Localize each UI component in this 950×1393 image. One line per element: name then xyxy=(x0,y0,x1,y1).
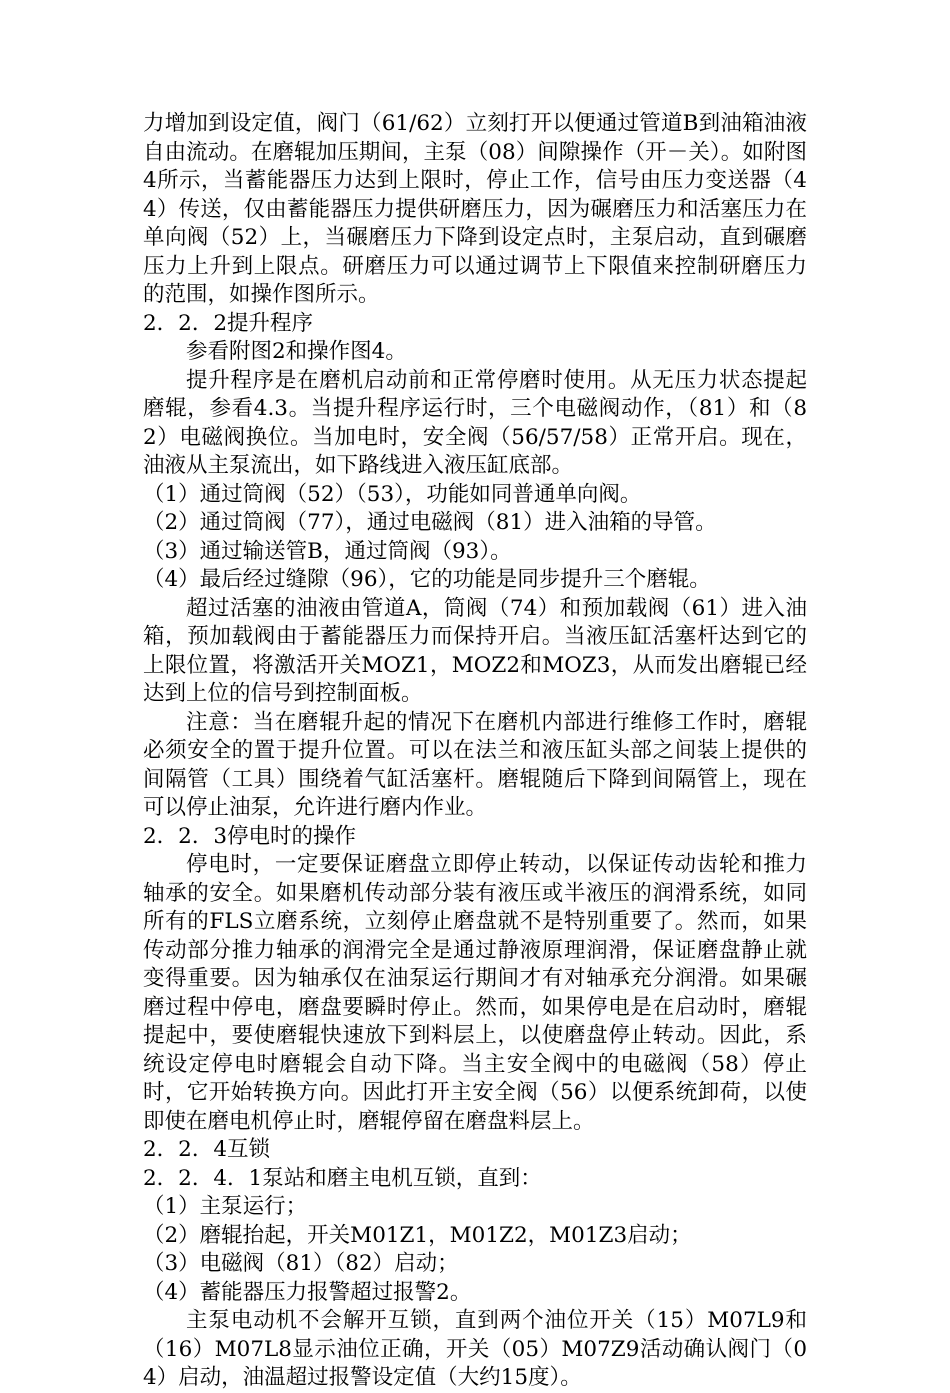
list-item: （2）磨辊抬起，开关M01Z1，M01Z2，M01Z3启动； xyxy=(143,1222,692,1248)
list-item: （4）最后经过缝隙（96），它的功能是同步提升三个磨辊。 xyxy=(143,567,711,592)
paragraph-pressure-control: 力增加到设定值，阀门（61/62）立刻打开以便通过管道B到油箱油液自由流动。在磨辊加压期间，主泵（08）间隙操作（开－关）。如附图4所示，当蓄能器压力达到上限时，停止工作，信号由压力变送器（44）传送，仅由蓄能器压力提供研磨压力，因为碾磨压力和活塞压力在单向阀（52）上，当碾磨压力下降到设定点时，主泵启动，直到碾磨压力上升到上限点。研磨压力可以通过调节上下限值来控制研磨压力的范围，如操作图所示。 xyxy=(143,111,807,307)
paragraph-lift-procedure: 提升程序是在磨机启动前和正常停磨时使用。从无压力状态提起磨辊，参看4.3。当提升程序运行时，三个电磁阀动作，（81）和（82）电磁阀换位。当加电时，安全阀（56/57/58）正常开启。现在，油液从主泵流出，如下路线进入液压缸底部。 xyxy=(143,367,807,478)
paragraph-motor-interlock: 主泵电动机不会解开互锁，直到两个油位开关（15）M07L9和（16）M07L8显示油位正确，开关（05）M07Z9活动确认阀门（04）启动，油温超过报警设定值（大约15度）。 xyxy=(143,1308,807,1390)
list-item: （4）蓄能器压力报警超过报警2。 xyxy=(143,1279,472,1305)
paragraph-note: 注意：当在磨辊升起的情况下在磨机内部进行维修工作时，磨辊必须安全的置于提升位置。可以在法兰和液压缸头部之间装上提供的间隔管（工具）围绕着气缸活塞杆。磨辊随后下降到间隔管上，现在可以停止油泵，允许进行磨内作业。 xyxy=(143,709,807,820)
list-item: （3）通过输送管B，通过筒阀（93）。 xyxy=(143,538,512,564)
list-item: （1）通过筒阀（52）（53），功能如同普通单向阀。 xyxy=(143,481,642,507)
list-item: （3）电磁阀（81）（82）启动； xyxy=(143,1251,459,1276)
list-item: （2）通过筒阀（77），通过电磁阀（81）进入油箱的导管。 xyxy=(143,510,717,535)
section-heading-power-failure: 2．2．3停电时的操作 xyxy=(143,823,357,849)
reference-line: 参看附图2和操作图4。 xyxy=(186,339,407,364)
paragraph-piston-oil: 超过活塞的油液由管道A，筒阀（74）和预加载阀（61）进入油箱，预加载阀由于蓄能器压力而保持开启。当液压缸活塞杆达到它的上限位置，将激活开关MOZ1，MOZ2和MOZ3，从而发出磨辊已经达到上位的信号到控制面板。 xyxy=(143,595,807,706)
list-item: （1）主泵运行； xyxy=(143,1194,308,1219)
document-body xyxy=(143,110,807,1393)
section-heading-interlock: 2．2．4互锁 xyxy=(143,1137,271,1162)
section-heading-lift-procedure: 2．2．2提升程序 xyxy=(143,310,314,336)
subsection-heading-pump-interlock: 2．2．4．1泵站和磨主电机互锁，直到： xyxy=(143,1165,542,1191)
paragraph-power-failure: 停电时，一定要保证磨盘立即停止转动，以保证传动齿轮和推力轴承的安全。如果磨机传动部分装有液压或半液压的润滑系统，如同所有的FLS立磨系统，立刻停止磨盘就不是特别重要了。然而，如果传动部分推力轴承的润滑完全是通过静液原理润滑，保证磨盘静止就变得重要。因为轴承仅在油泵运行期间才有对轴承充分润滑。如果碾磨过程中停电，磨盘要瞬时停止。然而，如果停电是在启动时，磨辊提起中，要使磨辊快速放下到料层上，以使磨盘停止转动。因此，系统设定停电时磨辊会自动下降。当主安全阀中的电磁阀（58）停止时，它开始转换方向。因此打开主安全阀（56）以便系统卸荷，以使即使在磨电机停止时，磨辊停留在磨盘料层上。 xyxy=(143,852,807,1134)
